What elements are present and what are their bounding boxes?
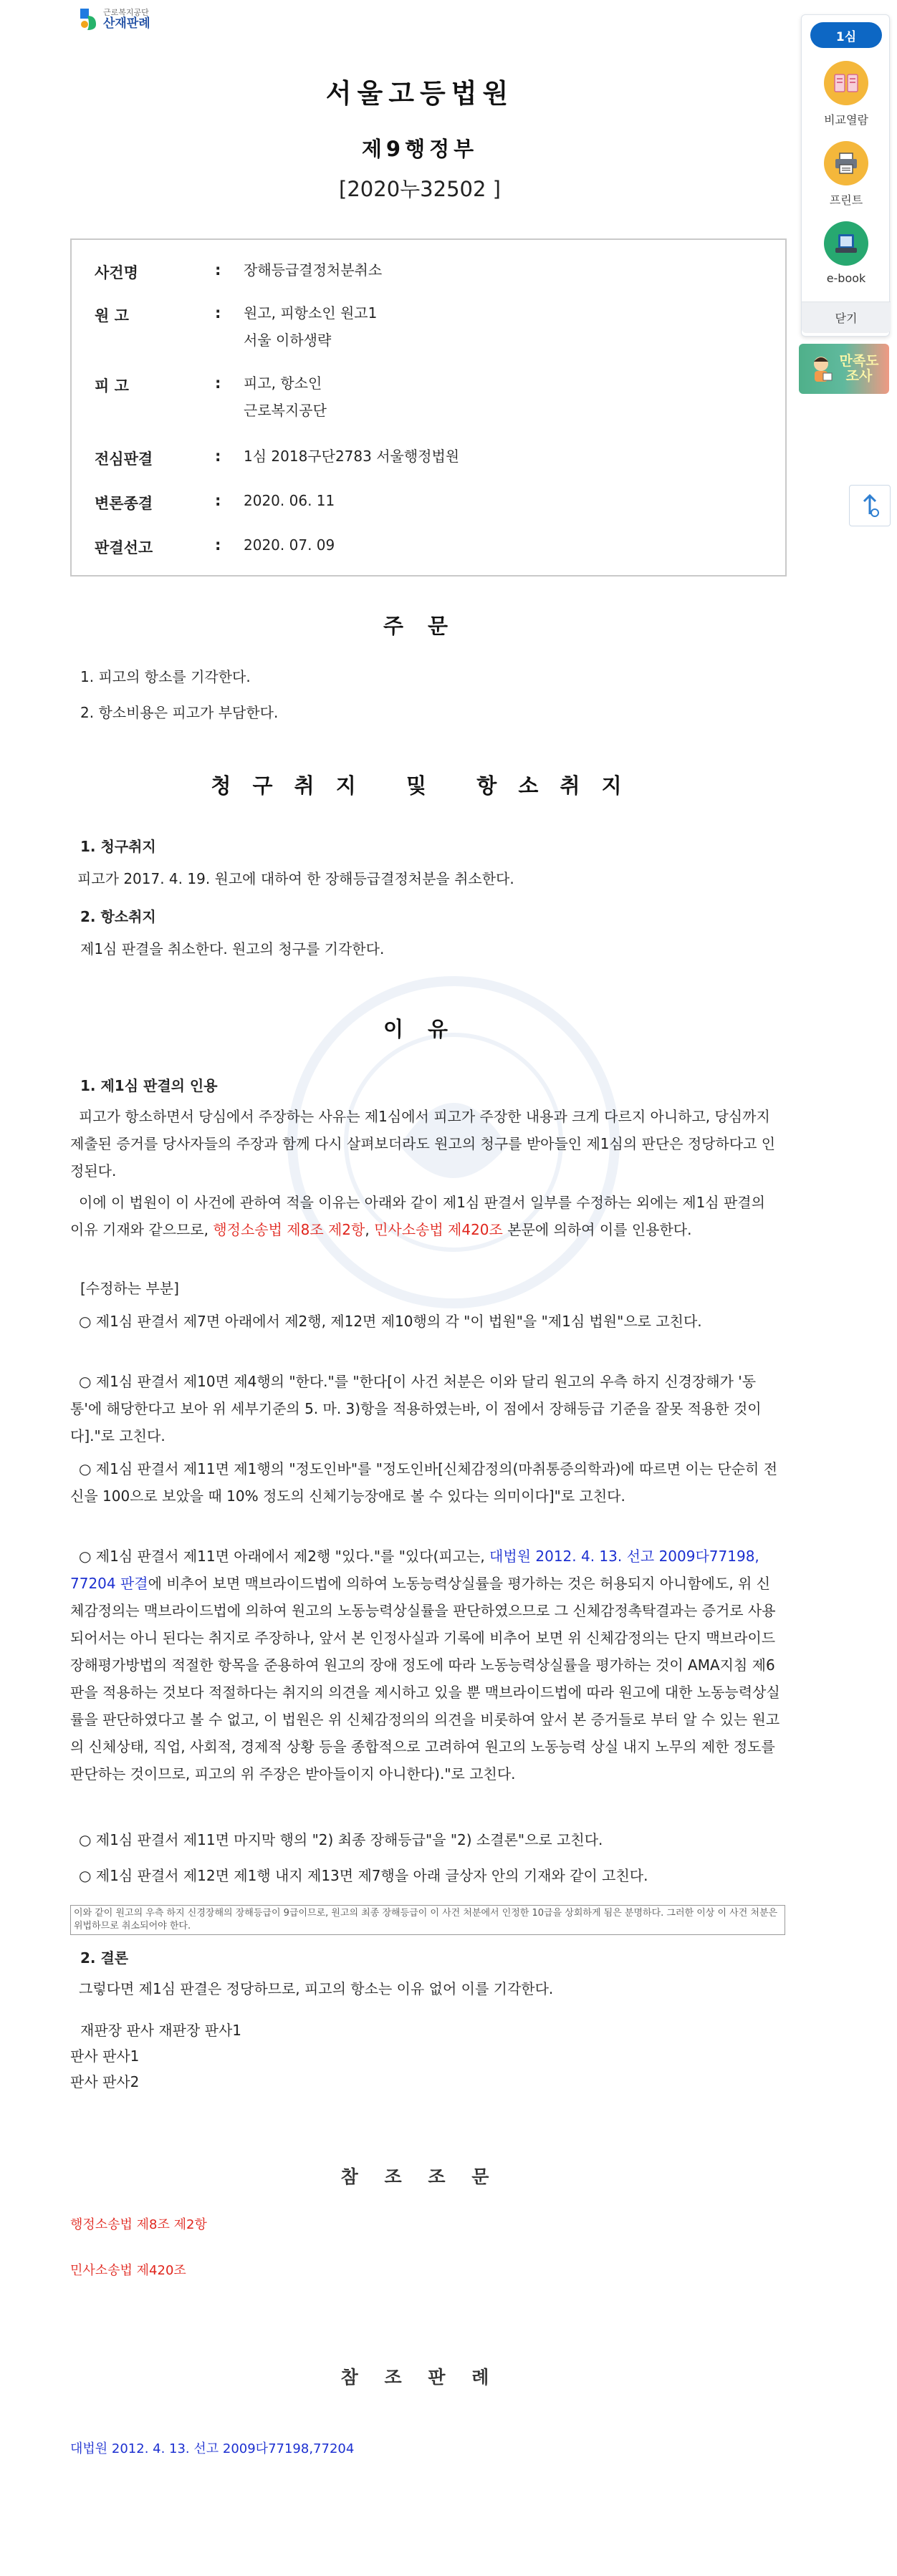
info-key: 사건명 (95, 264, 138, 281)
info-value: 2020. 06. 11 (244, 492, 335, 509)
order-item: 2. 항소비용은 피고가 부담한다. (80, 704, 279, 721)
info-row (72, 492, 335, 513)
info-colon: : (215, 304, 221, 322)
info-row (72, 375, 327, 424)
conclusion-text: 그렇다면 제1심 판결은 정당하므로, 피고의 항소는 이유 없어 이를 기각한다. (79, 1980, 554, 1997)
info-value: 서울 이하생략 (244, 332, 332, 349)
revision-item: ○ 제1심 판결서 제11면 제1행의 "정도인바"를 "정도인바[신체감정의(마취통증의학과)에 따르면 이는 단순히 전신을 100으로 보았을 때 10% 정도의 신체기능장애로 볼 수 있다는 의미이다]"로 고친다. (70, 1460, 778, 1505)
info-row (72, 261, 382, 283)
info-colon: : (215, 536, 221, 554)
law-link[interactable]: 행정소송법 제8조 제2항 (213, 1221, 365, 1238)
ebook-button[interactable] (802, 221, 891, 285)
reason-heading: 1. 제1심 판결의 인용 (80, 1077, 218, 1094)
info-value: 장해등급결정처분취소 (244, 261, 383, 279)
precedent-link[interactable]: 대법원 2012. 4. 13. 선고 2009다77198, 77204 판결 (70, 1548, 759, 1592)
info-value: 피고, 항소인 (244, 375, 322, 392)
ref-law-title: 참 조 조 문 (340, 2166, 499, 2187)
judge-line: 재판장 판사 재판장 판사1 (80, 2022, 241, 2039)
ebook-label: e-book (826, 271, 866, 285)
info-row (72, 448, 459, 469)
revision-item: ○ 제1심 판결서 제7면 아래에서 제2행, 제12면 제10행의 각 "이 법원"을 "제1심 법원"으로 고친다. (79, 1313, 702, 1330)
order-title: 주 문 (383, 614, 457, 638)
reason-text: 본문에 의하여 이를 인용한다. (502, 1221, 692, 1238)
info-colon: : (215, 375, 221, 392)
reason-paragraph: 피고가 항소하면서 당심에서 주장하는 사유는 제1심에서 피고가 주장한 내용과 크게 다르지 아니하고, 당심까지 제출된 증거를 당사자들의 주장과 함께 다시 살펴보더라도 원고의 청구를 받아들인 제1심의 판단은 정당하다고 인정된다. (70, 1108, 776, 1180)
info-key: 판결선고 (95, 539, 153, 556)
claim-text: 피고가 2017. 4. 19. 원고에 대하여 한 장해등급결정처분을 취소한다. (77, 870, 514, 887)
info-value: 원고, 피항소인 원고1 (244, 304, 378, 322)
site-logo[interactable] (77, 7, 150, 32)
ref-law-link[interactable]: 행정소송법 제8조 제2항 (70, 2217, 207, 2232)
info-key: 변론종결 (95, 495, 153, 512)
ref-law-link[interactable]: 민사소송법 제420조 (70, 2263, 186, 2278)
info-key: 원 고 (95, 307, 129, 324)
info-colon: : (215, 448, 221, 465)
revision-note-box: 이와 같이 원고의 우측 하지 신경장해의 장해등급이 9급이므로, 원고의 최종 장해등급이 이 사건 처분에서 인정한 10급을 상회하게 됨은 분명하다. 그러한 이상 이 사건 처분은 위법하므로 취소되어야 한다. (70, 1905, 785, 1935)
case-number: [2020누32502 ] (339, 177, 501, 201)
survey-character-icon (809, 354, 833, 383)
logo-title: 산재판례 (103, 16, 150, 31)
info-row (72, 304, 377, 354)
ref-case-link[interactable]: 대법원 2012. 4. 13. 선고 2009다77198,77204 (70, 2441, 355, 2456)
court-division: 제9행정부 (361, 137, 479, 161)
case-info-box (70, 238, 787, 577)
reason-text: 이에 이 법원이 이 사건에 관하여 적을 이유는 아래와 같이 제1심 판결서 일부를 수정하는 외에는 제1심 판결의 이유 기재와 같으므로, (70, 1194, 765, 1238)
appeal-text: 제1심 판결을 취소한다. 원고의 청구를 기각한다. (80, 940, 385, 957)
reason-text: , (365, 1221, 375, 1238)
info-value: 1심 2018구단2783 서울행정법원 (244, 448, 460, 465)
reason-paragraph (70, 1189, 782, 1243)
revision-text: 에 비추어 보면 맥브라이드법에 의하여 노동능력상실률을 평가하는 것은 허용되지 아니함에도, 위 신체감정의는 맥브라이드법에 의하여 원고의 노동능력상실률을 판단하였으므로 그 신체감정촉탁결과는 증거로 사용되어서는 아니 된다는 취지로 주장하나, 앞서 본 인정사실과 기록에 비추어 보면 위 신체감정의는 단지 맥브라이드 장해평가방법의 적절한 항목을 준용하여 원고의 장애 정도에 따라 노동능력상실률을 평가하는 것이 AMA지침 제6판을 적용하는 것보다 적절하다는 취지의 의견을 제시하고 있을 뿐 맥브라이드법에 따라 원고에 대한 노동능력상실률을 판단하였다고 볼 수 없고, 이 법원은 위 신체감정의의 의견을 비롯하여 앞서 본 증거들로 부터 알 수 있는 원고의 신체상태, 직업, 사회적, 경제적 상황 등을 종합적으로 고려하여 원고의 노동능력 상실 내지 노무의 제한 정도를 판단하는 것이므로, 피고의 위 주장은 받아들이지 아니한다)."로 고친다. (70, 1575, 780, 1783)
judge-line: 판사 판사2 (70, 2073, 140, 2090)
judge-line: 판사 판사1 (70, 2047, 140, 2065)
law-link[interactable]: 민사소송법 제420조 (374, 1221, 503, 1238)
arrow-up-icon (859, 493, 881, 518)
ebook-icon (824, 221, 868, 266)
tab-first-instance[interactable]: 1심 (810, 22, 882, 48)
compare-label: 비교열람 (824, 113, 868, 127)
ref-case-title: 참 조 판 례 (340, 2367, 499, 2388)
reason-title: 이 유 (383, 1017, 457, 1041)
panel-close-button[interactable]: 닫기 (802, 302, 891, 333)
satisfaction-survey-banner[interactable] (799, 344, 889, 394)
appeal-heading: 2. 항소취지 (80, 908, 156, 925)
claim-heading: 1. 청구취지 (80, 838, 156, 855)
info-value: 근로복지공단 (244, 402, 327, 419)
order-item: 1. 피고의 항소를 기각한다. (80, 668, 251, 685)
revision-item: ○ 제1심 판결서 제12면 제1행 내지 제13면 제7행을 아래 글상자 안의 기재와 같이 고친다. (79, 1867, 648, 1884)
print-label: 프린트 (829, 193, 863, 207)
revision-text: ○ 제1심 판결서 제11면 아래에서 제2행 "있다."를 "있다(피고는, (79, 1548, 490, 1565)
revision-item: ○ 제1심 판결서 제11면 마지막 행의 "2) 최종 장해등급"을 "2) 소결론"으로 고친다. (79, 1831, 603, 1848)
logo-subtitle: 근로복지공단 (103, 7, 149, 17)
revision-heading: [수정하는 부분] (80, 1280, 179, 1297)
revision-item: ○ 제1심 판결서 제10면 제4행의 "한다."를 "한다[이 사건 처분은 이와 달리 원고의 우측 하지 신경장해가 '동통'에 해당한다고 보아 위 세부기준의 5. 마. 3)항을 적용하였는바, 이 점에서 장해등급 기준을 잘못 적용한 것이다]."로 고친다. (70, 1373, 762, 1444)
conclusion-heading: 2. 결론 (80, 1949, 129, 1967)
info-key: 피 고 (95, 377, 129, 395)
scroll-top-button[interactable] (849, 485, 891, 526)
revision-item (70, 1543, 782, 1788)
claim-title: 청 구 취 지 및 항 소 취 지 (211, 773, 629, 798)
info-colon: : (215, 261, 221, 279)
survey-label: 만족도 조사 (839, 353, 879, 384)
info-row (72, 536, 335, 558)
info-value: 2020. 07. 09 (244, 536, 335, 554)
info-colon: : (215, 492, 221, 509)
info-key: 전심판결 (95, 450, 153, 468)
court-name: 서울고등법원 (325, 78, 514, 109)
logo-mark-icon (77, 7, 99, 32)
